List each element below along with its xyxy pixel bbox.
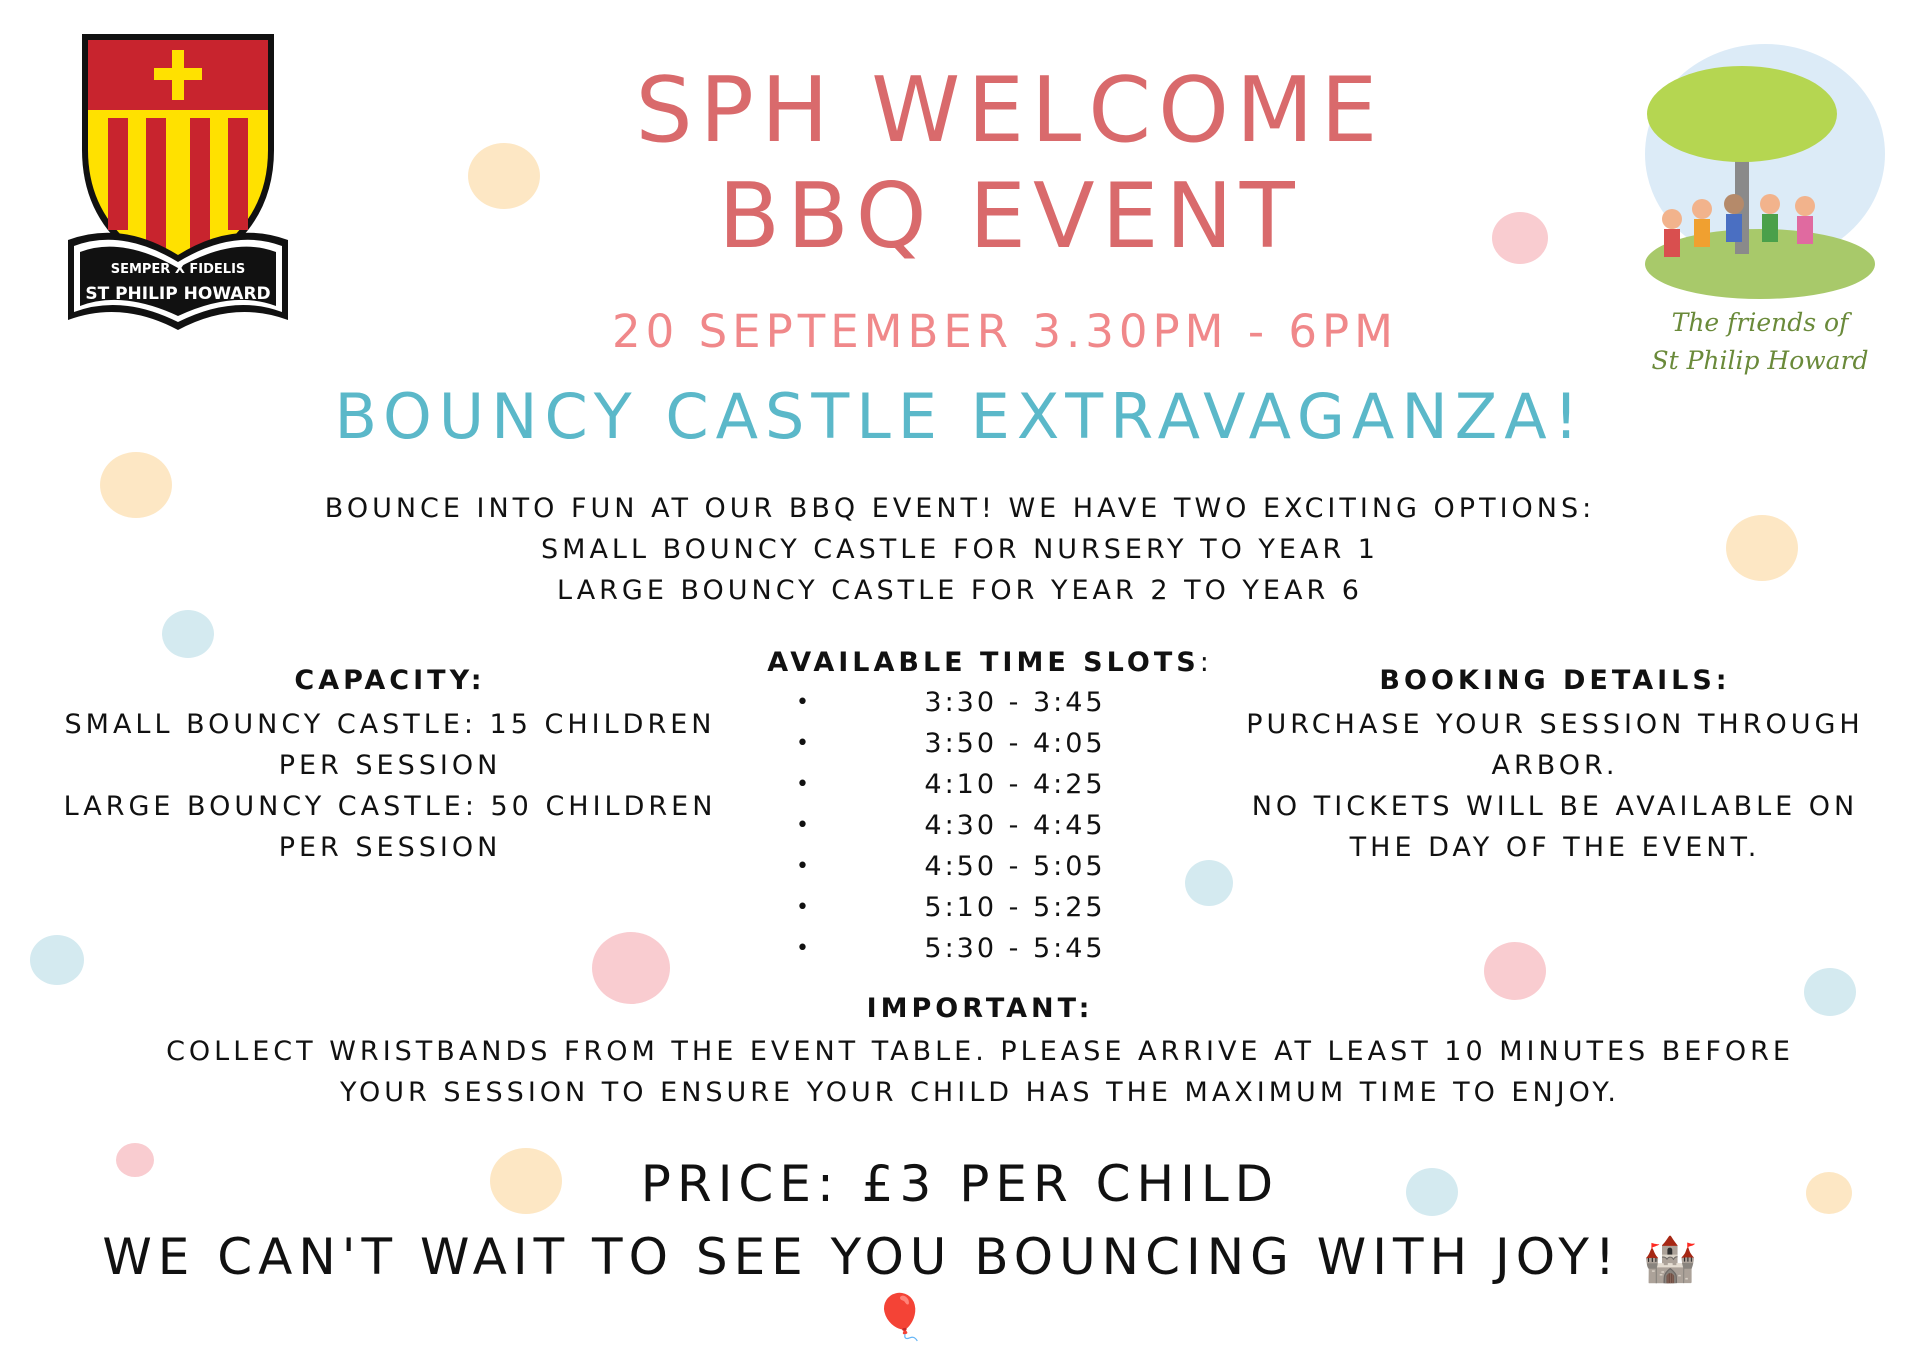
- time-slot: 5:30 - 5:45: [924, 933, 1106, 964]
- price-text: PRICE: £3 PER CHILD: [640, 1155, 1280, 1213]
- time-slots-title-text: AVAILABLE TIME SLOTS: [767, 647, 1200, 678]
- booking-line: ARBOR.: [1491, 750, 1619, 781]
- time-slots-title-colon: :: [1199, 647, 1213, 678]
- list-item: [760, 928, 1220, 969]
- decorative-dot: [116, 1143, 154, 1177]
- friends-logo: [1630, 34, 1890, 384]
- bullet-icon: •: [796, 895, 809, 920]
- event-title-line1: SPH WELCOME: [635, 58, 1385, 163]
- crest-ribbon-bottom-text: ST PHILIP HOWARD: [85, 284, 271, 304]
- booking-line: THE DAY OF THE EVENT.: [1349, 832, 1761, 863]
- list-item: [760, 846, 1220, 887]
- friends-logo-caption-line2: St Philip Howard: [1651, 346, 1869, 375]
- capacity-line: SMALL BOUNCY CASTLE: 15 CHILDREN: [64, 709, 716, 740]
- bullet-icon: •: [796, 813, 809, 838]
- booking-section: [1220, 665, 1890, 868]
- important-title: IMPORTANT:: [866, 993, 1094, 1024]
- intro-line: SMALL BOUNCY CASTLE FOR NURSERY TO YEAR 1: [541, 534, 1379, 565]
- crest-ribbon-top-text: SEMPER X FIDELIS: [110, 262, 246, 277]
- event-date-time: 20 SEPTEMBER 3.30PM - 6PM: [612, 305, 1398, 358]
- list-item: [760, 764, 1220, 805]
- capacity-section: [40, 665, 740, 868]
- event-title-line2: BBQ EVENT: [718, 164, 1302, 269]
- decorative-dot: [100, 452, 172, 518]
- intro-line: BOUNCE INTO FUN AT OUR BBQ EVENT! WE HAVE TWO EXCITING OPTIONS:: [324, 493, 1596, 524]
- booking-line: PURCHASE YOUR SESSION THROUGH: [1246, 709, 1864, 740]
- booking-title: BOOKING DETAILS:: [1379, 665, 1731, 696]
- event-title: [520, 58, 1500, 270]
- important-line: YOUR SESSION TO ENSURE YOUR CHILD HAS THE MAXIMUM TIME TO ENJOY.: [339, 1077, 1621, 1108]
- closing-text: WE CAN'T WAIT TO SEE YOU BOUNCING WITH JOY!: [102, 1228, 1621, 1286]
- capacity-title: CAPACITY:: [294, 665, 486, 696]
- capacity-line: LARGE BOUNCY CASTLE: 50 CHILDREN: [63, 791, 717, 822]
- time-slots-title: [760, 647, 1220, 678]
- decorative-dot: [1726, 515, 1798, 581]
- school-crest-logo: [62, 30, 294, 330]
- intro-line: LARGE BOUNCY CASTLE FOR YEAR 2 TO YEAR 6: [557, 575, 1363, 606]
- list-item: [760, 887, 1220, 928]
- friends-logo-caption-line1: The friends of: [1671, 308, 1849, 337]
- bullet-icon: •: [796, 690, 809, 715]
- decorative-dot: [1484, 942, 1546, 1000]
- castle-icon: 🏰: [1642, 1234, 1698, 1285]
- list-item: [760, 723, 1220, 764]
- decorative-dot: [1492, 212, 1548, 264]
- capacity-line: PER SESSION: [278, 750, 502, 781]
- decorative-dot: [30, 935, 84, 985]
- time-slot: 3:30 - 3:45: [924, 687, 1106, 718]
- bullet-icon: •: [796, 731, 809, 756]
- time-slot: 5:10 - 5:25: [924, 892, 1106, 923]
- time-slot: 4:10 - 4:25: [924, 769, 1106, 800]
- capacity-line: PER SESSION: [278, 832, 502, 863]
- closing-message: [100, 1228, 1700, 1344]
- bullet-icon: •: [796, 854, 809, 879]
- bullet-icon: •: [796, 936, 809, 961]
- booking-line: NO TICKETS WILL BE AVAILABLE ON: [1251, 791, 1859, 822]
- decorative-dot: [1804, 968, 1856, 1016]
- bullet-icon: •: [796, 772, 809, 797]
- time-slot: 4:30 - 4:45: [924, 810, 1106, 841]
- balloon-icon: 🎈: [872, 1292, 928, 1343]
- decorative-dot: [162, 610, 214, 658]
- time-slots-section: [760, 647, 1220, 969]
- important-text: [100, 1031, 1860, 1113]
- intro-text: [260, 488, 1660, 611]
- time-slot: 4:50 - 5:05: [924, 851, 1106, 882]
- decorative-dot: [1806, 1172, 1852, 1214]
- important-line: COLLECT WRISTBANDS FROM THE EVENT TABLE. PLEASE ARRIVE AT LEAST 10 MINUTES BEFORE: [166, 1036, 1794, 1067]
- list-item: [760, 805, 1220, 846]
- time-slot: 3:50 - 4:05: [924, 728, 1106, 759]
- decorative-dot: [592, 932, 670, 1004]
- list-item: [760, 682, 1220, 723]
- headline: BOUNCY CASTLE EXTRAVAGANZA!: [334, 380, 1586, 453]
